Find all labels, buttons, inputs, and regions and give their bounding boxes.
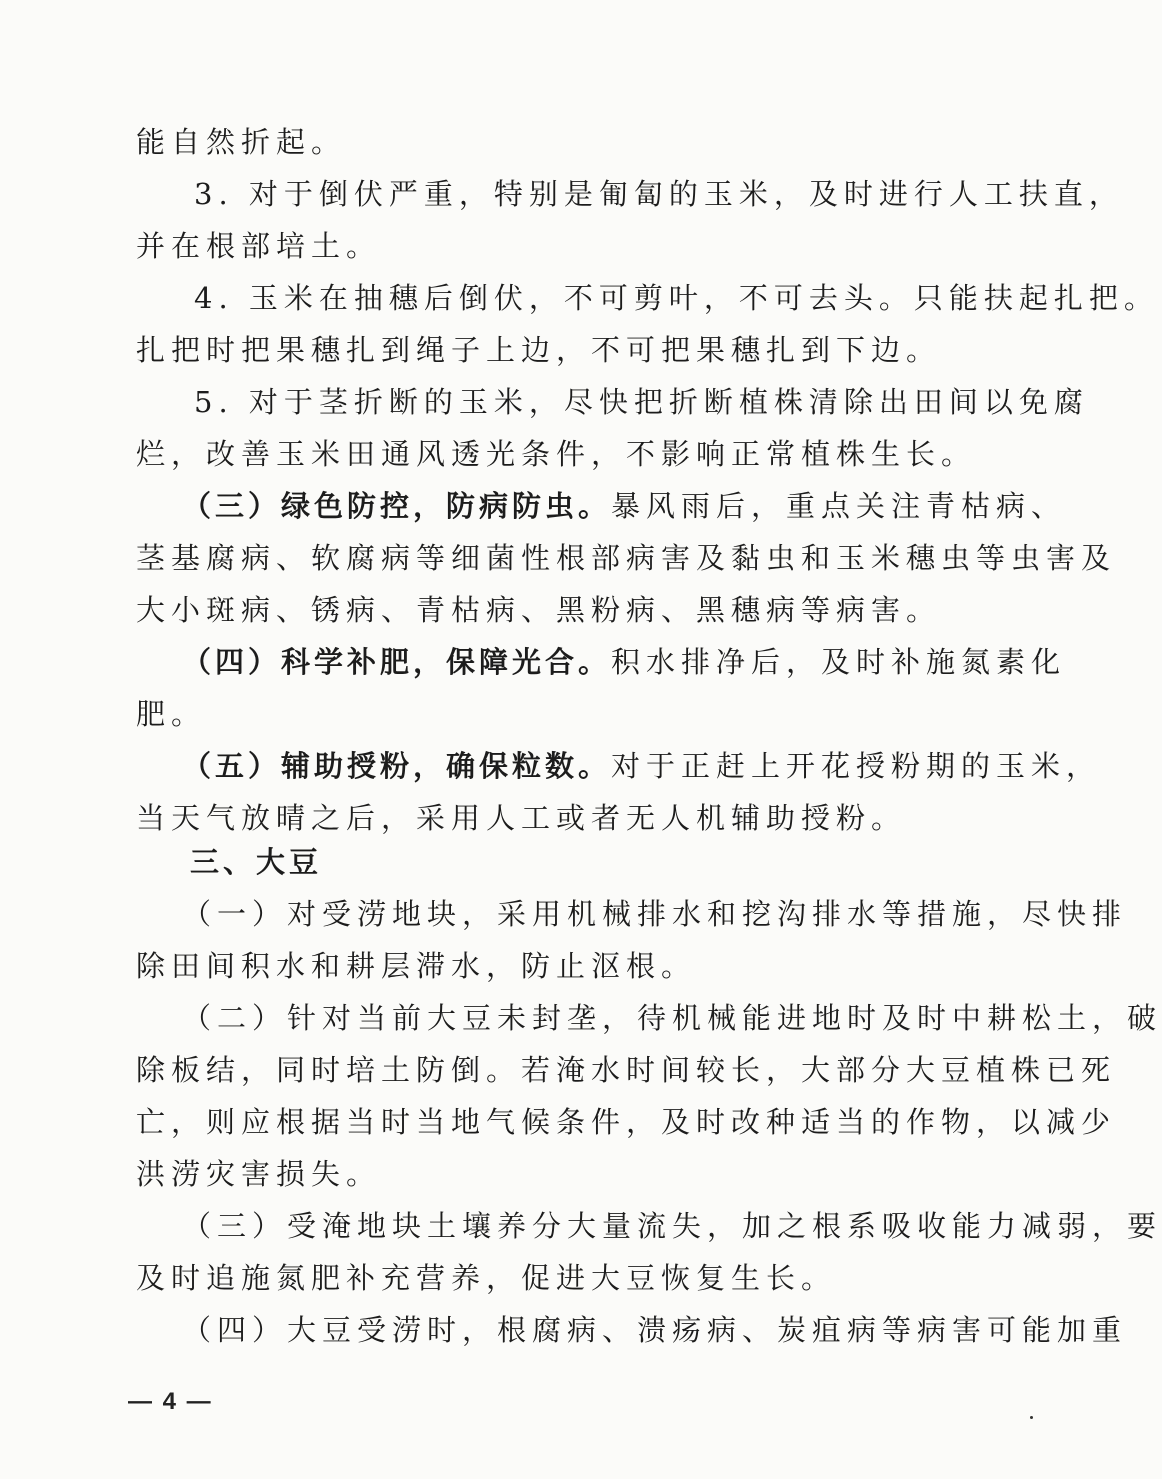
text-line: 3. 对于倒伏严重，特别是匍匐的玉米，及时进行人工扶直， — [194, 177, 1124, 211]
paragraph-5-line — [182, 746, 1102, 786]
text-line: 并在根部培土。 — [136, 229, 382, 263]
paragraph-text: 对于正赶上开花授粉期的玉米， — [611, 749, 1102, 783]
text-line: 及时追施氮肥补充营养，促进大豆恢复生长。 — [136, 1261, 837, 1295]
text-line: 5. 对于茎折断的玉米，尽快把折断植株清除出田间以免腐 — [194, 385, 1089, 419]
text-line: 洪涝灾害损失。 — [136, 1157, 382, 1191]
paragraph-text: 暴风雨后，重点关注青枯病、 — [611, 489, 1067, 523]
paragraph-4-line — [182, 642, 1067, 682]
text-line: 大小斑病、锈病、青枯病、黑粉病、黑穗病等病害。 — [136, 593, 942, 627]
page-number: — 4 — — [128, 1388, 213, 1415]
text-line: 当天气放晴之后，采用人工或者无人机辅助授粉。 — [136, 801, 907, 835]
text-line: 亡，则应根据当时当地气候条件，及时改种适当的作物，以减少 — [136, 1105, 1117, 1139]
text-line: （三）受淹地块土壤养分大量流失，加之根系吸收能力减弱，要 — [182, 1209, 1162, 1243]
text-line: 茎基腐病、软腐病等细菌性根部病害及黏虫和玉米穗虫等虫害及 — [136, 541, 1117, 575]
scan-speck — [1030, 1416, 1033, 1419]
text-line: 能自然折起。 — [136, 125, 347, 159]
paragraph-3-line — [182, 486, 1067, 526]
text-line: 除田间积水和耕层滞水，防止沤根。 — [136, 949, 697, 983]
text-line: 除板结，同时培土防倒。若淹水时间较长，大部分大豆植株已死 — [136, 1053, 1117, 1087]
text-line: （二）针对当前大豆未封垄，待机械能进地时及时中耕松土，破 — [182, 1001, 1162, 1035]
paragraph-heading: （三）绿色防控，防病防虫。 — [182, 489, 612, 523]
paragraph-heading: （四）科学补肥，保障光合。 — [182, 645, 612, 679]
text-line: （四）大豆受涝时，根腐病、溃疡病、炭疽病等病害可能加重 — [182, 1313, 1128, 1347]
text-line: 4. 玉米在抽穗后倒伏，不可剪叶，不可去头。只能扶起扎把。 — [194, 281, 1159, 315]
text-line: 扎把时把果穗扎到绳子上边，不可把果穗扎到下边。 — [136, 333, 942, 367]
paragraph-heading: （五）辅助授粉，确保粒数。 — [182, 749, 612, 783]
paragraph-text: 积水排净后，及时补施氮素化 — [611, 645, 1067, 679]
text-line: （一）对受涝地块，采用机械排水和挖沟排水等措施，尽快排 — [182, 897, 1128, 931]
text-line: 烂，改善玉米田通风透光条件，不影响正常植株生长。 — [136, 437, 977, 471]
section-title: 三、大豆 — [190, 845, 323, 879]
text-line: 肥。 — [136, 697, 207, 731]
